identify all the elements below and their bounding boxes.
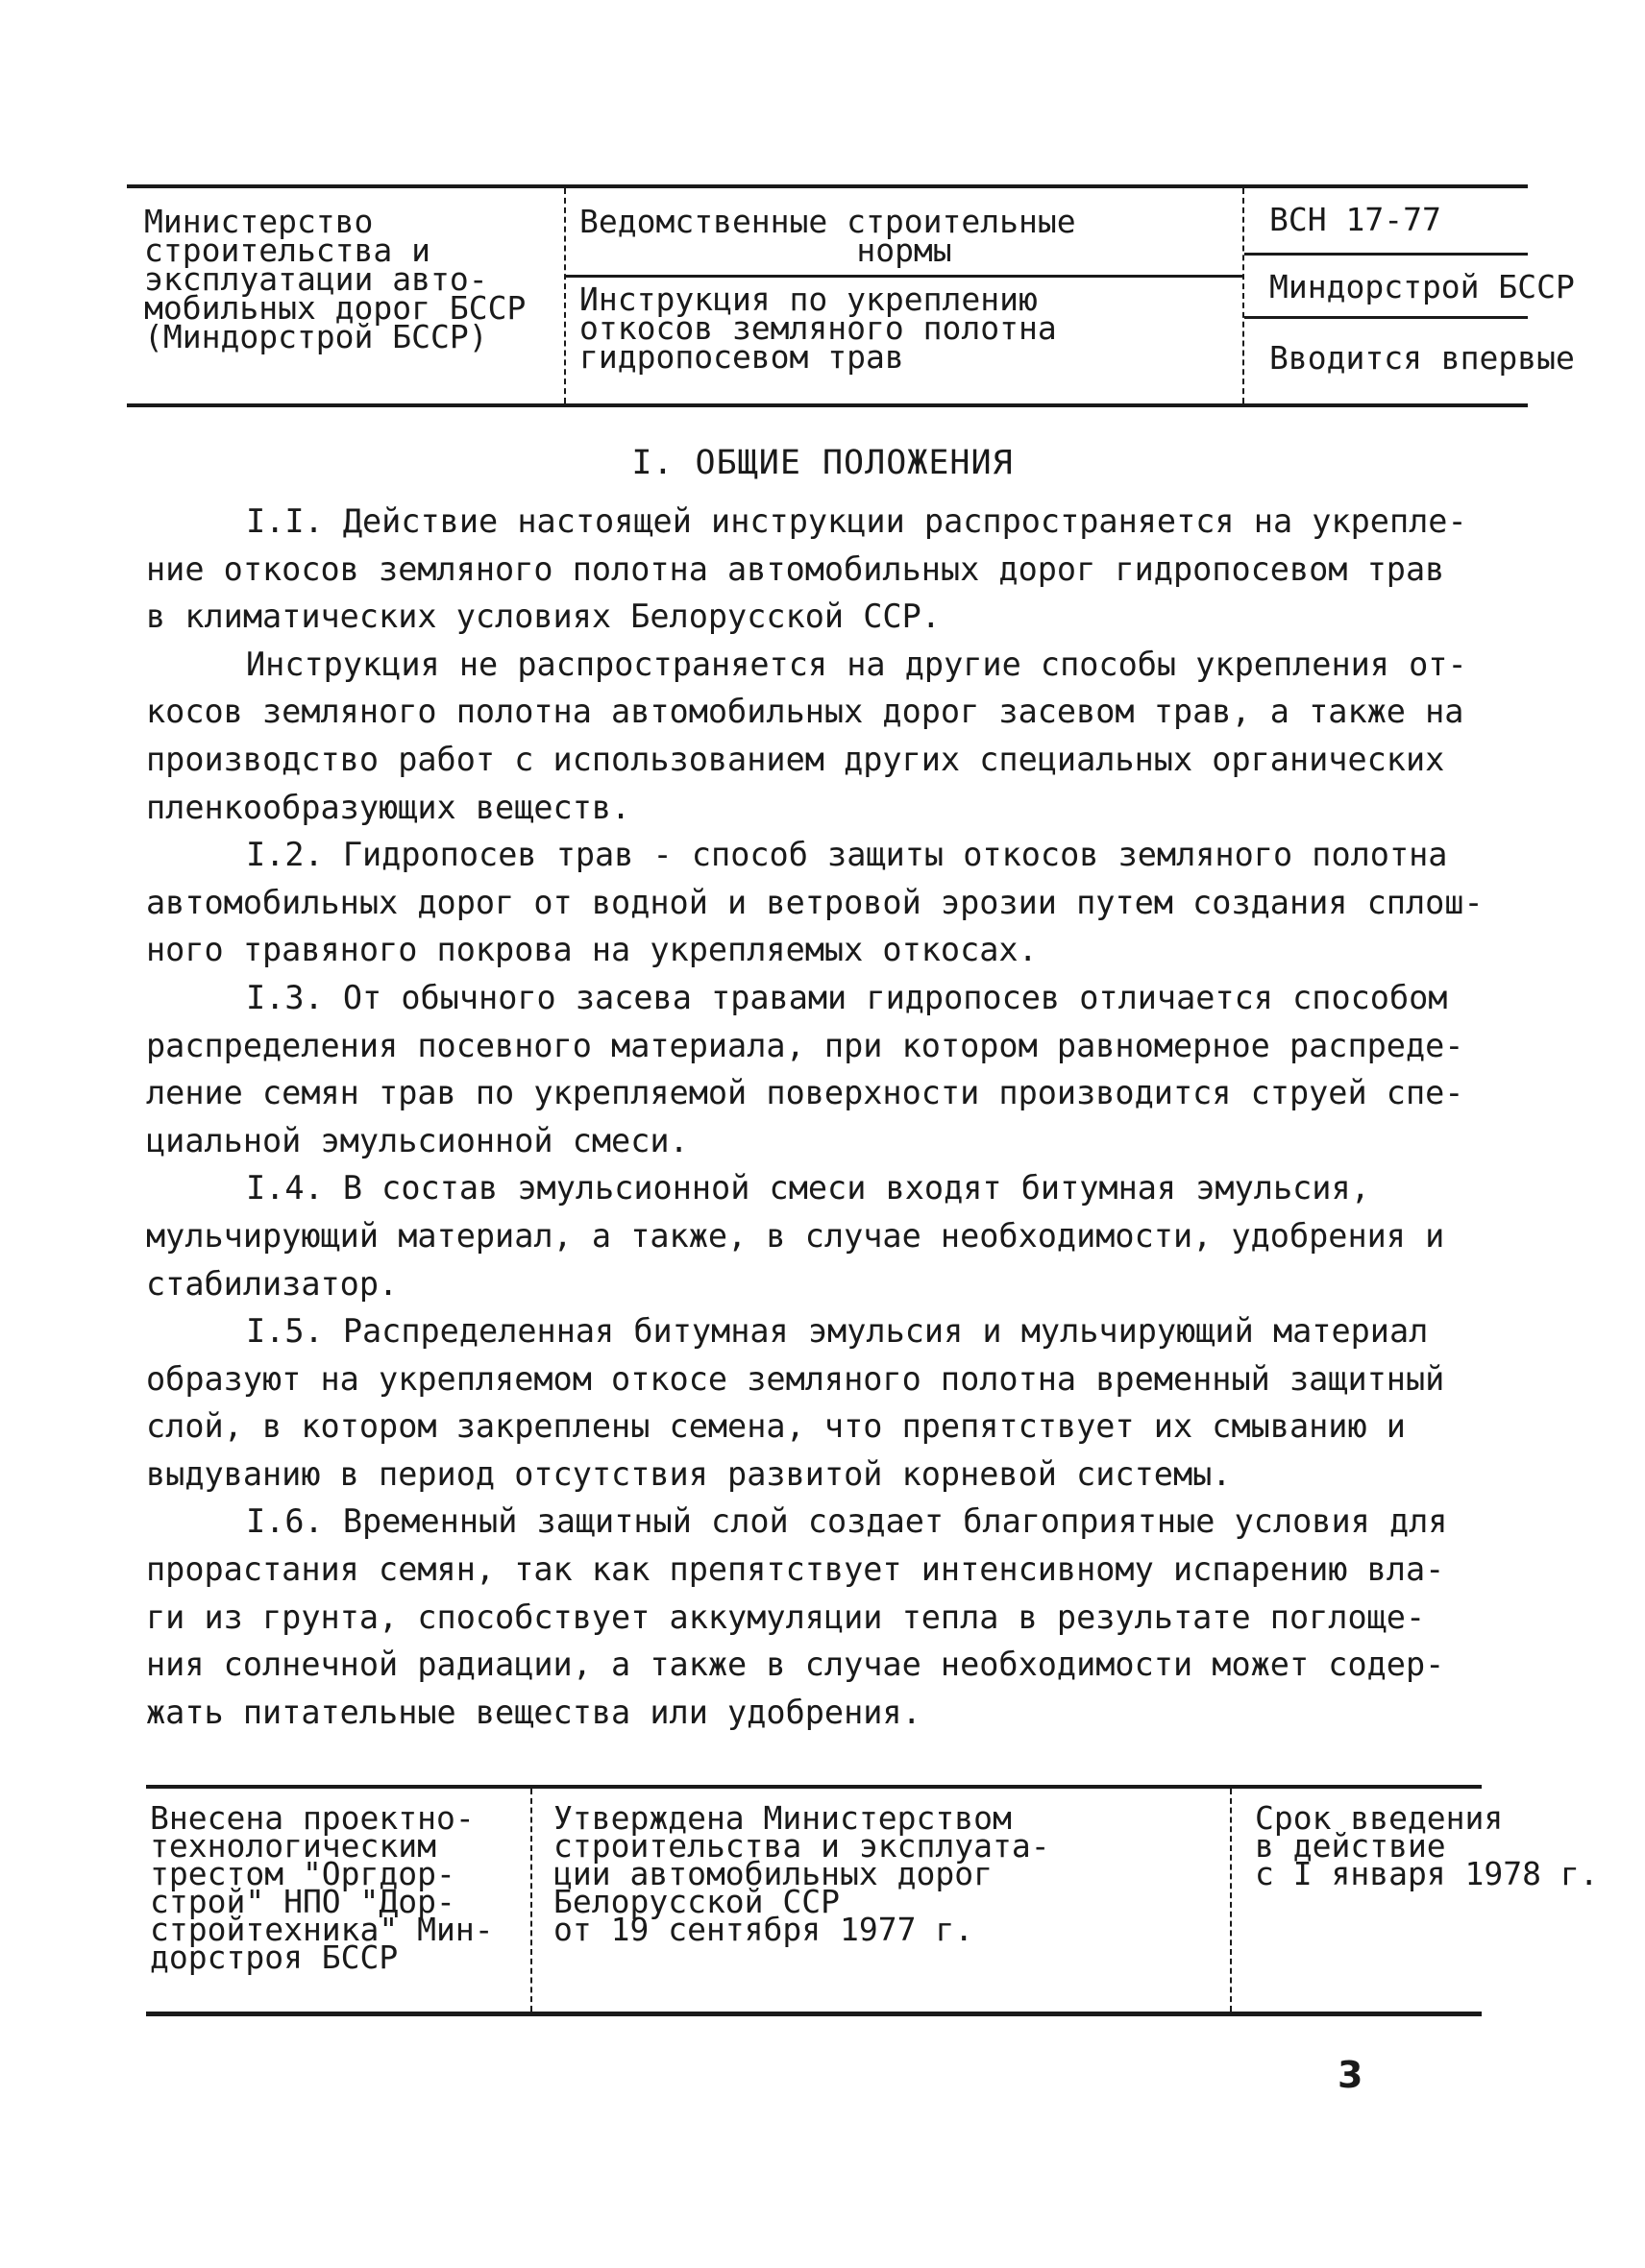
text-line: в климатических условиях Белорусской ССР. [146, 597, 941, 636]
text-line: ние откосов земляного полотна автомобильных дорог гидропосевом трав [146, 549, 1445, 588]
ministry-line: (Миндорстрой БССР) [144, 318, 488, 355]
text-line: циальной эмульсионной смеси. [146, 1121, 689, 1159]
paragraph [146, 1164, 1482, 1307]
effective-line: в действие [1255, 1827, 1446, 1865]
text-line: жать питательные вещества или удобрения. [146, 1693, 921, 1731]
footer-table [146, 1785, 1599, 2016]
ministry-line: Министерство [144, 203, 374, 240]
text-line: I.3. От обычного засева травами гидропосев отличается способом [246, 978, 1448, 1016]
text-line: автомобильных дорог от водной и ветровой эрозии путем создания сплош- [146, 883, 1484, 921]
divider [566, 275, 1242, 278]
doc-meta-block [1244, 188, 1575, 403]
paragraph [146, 831, 1482, 974]
paragraph [146, 498, 1482, 641]
page-number: 3 [1338, 2054, 1363, 2096]
submitted-line: стройтехника" Мин- [150, 1911, 494, 1948]
text-line: Инструкция не распространяется на другие способы укрепления от- [246, 645, 1467, 683]
section-title: I. ОБЩИЕ ПОЛОЖЕНИЯ [631, 444, 1014, 482]
text-line: ния солнечной радиации, а также в случае необходимости может содер- [146, 1646, 1445, 1684]
ministry-line: строительства и [144, 232, 431, 269]
paragraph [146, 974, 1482, 1164]
doc-title-line: Инструкция по укреплению [579, 280, 1038, 318]
submitted-line: дорстроя БССР [150, 1939, 399, 1976]
doc-info-block [564, 188, 1244, 403]
doc-status: Вводится впервые [1269, 339, 1575, 377]
approved-line: Белорусской ССР [553, 1883, 841, 1920]
text-line: ление семян трав по укрепляемой поверхности производится струей спе- [146, 1074, 1464, 1112]
doc-title-line: откосов земляного полотна [579, 309, 1057, 347]
text-line: косов земляного полотна автомобильных дорог засевом трав, а также на [146, 693, 1464, 731]
effective-line: с I января 1978 г. [1255, 1855, 1599, 1892]
effective-date-block [1232, 1789, 1599, 2012]
approved-line: ции автомобильных дорог [553, 1855, 993, 1892]
text-line: производство работ с использованием других специальных органических [146, 740, 1445, 778]
body-text [146, 498, 1482, 1736]
text-line: I.5. Распределенная битумная эмульсия и мульчирующий материал [246, 1312, 1429, 1351]
ministry-line: эксплуатации авто- [144, 260, 488, 298]
submitted-line: Внесена проектно- [150, 1799, 475, 1837]
doc-code: ВСН 17-77 [1244, 188, 1528, 256]
text-line: мульчирующий материал, а также, в случае необходимости, удобрения и [146, 1216, 1445, 1255]
ministry-line: мобильных дорог БССР [144, 289, 527, 327]
submitted-by-block [150, 1789, 534, 2012]
text-line: ного травяного покрова на укрепляемых откосах. [146, 931, 1038, 969]
text-line: выдуванию в период отсутствия развитой корневой системы. [146, 1454, 1232, 1493]
text-line: ги из грунта, способствует аккумуляции тепла в результате поглоще- [146, 1597, 1426, 1636]
text-line: I.4. В состав эмульсионной смеси входят битумная эмульсия, [246, 1169, 1370, 1207]
doc-type-line: нормы [856, 232, 952, 269]
text-line: пленкообразующих веществ. [146, 788, 631, 826]
text-line: I.6. Временный защитный слой создает благоприятные условия для [246, 1502, 1448, 1541]
text-line: образуют на укрепляемом откосе земляного полотна временный защитный [146, 1359, 1445, 1398]
approved-line: Утверждена Министерством [553, 1799, 1012, 1837]
doc-type-line: Ведомственные строительные [579, 203, 1076, 240]
paragraph [146, 1498, 1482, 1736]
doc-title-line: гидропосевом трав [579, 338, 904, 376]
submitted-line: строй" НПО "Дор- [150, 1883, 455, 1920]
text-line: I.2. Гидропосев трав - способ защиты откосов земляного полотна [246, 836, 1448, 874]
approved-line: от 19 сентября 1977 г. [553, 1911, 974, 1948]
submitted-line: технологическим [150, 1827, 437, 1865]
text-line: прорастания семян, так как препятствует интенсивному испарению вла- [146, 1550, 1445, 1589]
text-line: распределения посевного материала, при котором равномерное распреде- [146, 1026, 1464, 1064]
approved-line: строительства и эксплуата- [553, 1827, 1050, 1865]
text-line: стабилизатор. [146, 1264, 399, 1303]
doc-issuer: Миндорстрой БССР [1244, 256, 1528, 319]
text-line: слой, в котором закреплены семена, что препятствует их смыванию и [146, 1407, 1406, 1446]
ministry-block [144, 188, 581, 403]
paragraph [146, 641, 1482, 831]
submitted-line: трестом "Оргдор- [150, 1855, 455, 1892]
text-line: I.I. Действие настоящей инструкции распространяется на укрепле- [246, 502, 1467, 540]
approved-by-block [530, 1789, 1232, 2012]
effective-line: Срок введения [1255, 1799, 1504, 1837]
paragraph [146, 1307, 1482, 1498]
header-table [127, 184, 1575, 407]
